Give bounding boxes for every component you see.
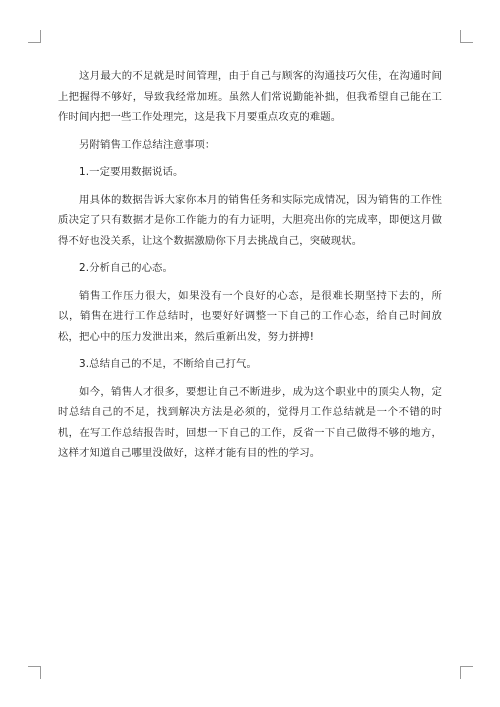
document-body (58, 66, 442, 471)
heading-summarize-shortcomings: 3.总结自己的不足，不断给自己打气。 (79, 358, 257, 370)
heading-use-data: 1.一定要用数据说话。 (79, 166, 184, 178)
paragraph-use-data: 用具体的数据告诉大家你本月的销售任务和实际完成情况，因为销售的工作性质决定了只有数据才是你工作能力的有力证明，大胆亮出你的完成率，即便这月做得不好也没关系，让这个数据激励你下月去挑战自己，突破现状。 (58, 193, 442, 247)
crop-mark-top-right (460, 30, 473, 43)
crop-mark-bottom-left (28, 666, 41, 679)
paragraph-summarize-shortcomings: 如今，销售人才很多，要想让自己不断进步，成为这个职业中的顶尖人物，定时总结自己的不足，找到解决方法是必须的，觉得月工作总结就是一个不错的时机，在写工作总结报告时，回想一下自己的工作，反省一下自己做得不够的地方，这样才知道自己哪里没做好，这样才能有目的性的学习。 (58, 385, 442, 459)
crop-mark-bottom-right (460, 666, 473, 679)
paragraph-notes-intro: 另附销售工作总结注意事项： (79, 138, 216, 151)
paragraph-time-management: 这月最大的不足就是时间管理，由于自己与顾客的沟通技巧欠佳，在沟通时间上把握得不够好，导致我经常加班。虽然人们常说勤能补拙，但我希望自己能在工作时间内把一些工作处理完，这是我下月要重点攻克的难题。 (58, 70, 442, 123)
crop-mark-top-left (28, 30, 41, 43)
paragraph-analyze-mindset: 销售工作压力很大，如果没有一个良好的心态，是很难长期坚持下去的，所以，销售在进行工作总结时，也要好好调整一下自己的工作心态，给自己时间放松，把心中的压力发泄出来，然后重新出发，努力拼搏! (58, 289, 442, 343)
heading-analyze-mindset: 2.分析自己的心态。 (79, 262, 174, 274)
